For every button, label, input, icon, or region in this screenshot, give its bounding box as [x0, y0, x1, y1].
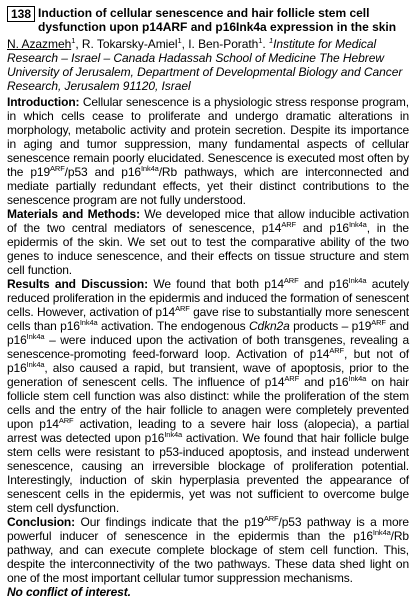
- gene-superscript: ARF: [371, 318, 386, 327]
- section-text: gave rise to substantially more senescent cells than p16: [7, 305, 409, 333]
- conclusion-section: [7, 515, 409, 585]
- section-text: /Rb pathway, and can execute complete blockage of stem cell function. This, despite the interconnectivity of the two pathways. These data shed light on one of the most important cellular tumor suppression mechanisms.: [7, 529, 409, 585]
- gene-name: Cdkn2a: [249, 319, 290, 333]
- section-text: – were induced upon the activation of both transgenes, revealing a senescence-promoting feed-forward loop. Activation of p14: [7, 333, 409, 361]
- affiliation-mark: 1: [269, 36, 274, 45]
- section-text: /p53 and p16: [64, 165, 141, 179]
- section-text: acutely reduced proliferation in the epidermis and induced the formation of senescent cells. However, activation of p14: [7, 277, 409, 319]
- introduction-section: [7, 95, 409, 207]
- section-text: , also caused a rapid, but transient, wave of apoptosis, prior to the generation of senescent cells. The influence of p14: [7, 361, 409, 389]
- section-text: and p16: [299, 375, 349, 389]
- gene-superscript: ARF: [58, 416, 74, 425]
- methods-section: [7, 207, 409, 277]
- abstract-body: [7, 95, 409, 596]
- author-name: I. Ben-Porath: [188, 37, 259, 51]
- section-text: and p16: [298, 277, 349, 291]
- gene-superscript: ARF: [283, 276, 299, 285]
- gene-superscript: ARF: [281, 220, 296, 229]
- section-text: activation. We found that hair follicle bulge stem cells were resistant to p53-induced apoptosis, and instead underwent senescence, causing an irreversible blockage of proliferation potential. Interestingly, induction of skin hyperplasia prevented the appearance of senescent cells in the epidermis, yet was not sufficient to overcome bulge stem cell dysfunction.: [7, 431, 409, 515]
- section-text: and p16: [296, 221, 349, 235]
- abstract-number: 138: [7, 6, 35, 22]
- section-text: , but not of p16: [7, 347, 409, 375]
- gene-superscript: ARF: [175, 304, 190, 313]
- gene-superscript: Ink4a: [348, 374, 367, 383]
- section-text: /p53 pathway is a more powerful inducer of senescence in the epidermis than the p16: [7, 515, 409, 543]
- gene-superscript: Ink4a: [26, 360, 45, 369]
- author-affiliation-mark: 1: [258, 36, 263, 45]
- section-text: We found that both p14: [147, 277, 284, 291]
- author-separator: ,: [181, 37, 189, 51]
- gene-superscript: Ink4a: [79, 318, 98, 327]
- section-label: Conclusion:: [7, 515, 76, 529]
- section-label: Materials and Methods:: [7, 207, 140, 221]
- section-text: Cellular senescence is a physiologic stress response program, in which cells cease to proliferate and undergo dramatic alterations in morphology, metabolic activity and protein secretion. Despite its importance in aging and tumor suppression, many fundamental aspects of cellular senescence remain poorly elucidated. Senescence is executed most often by the p19: [7, 95, 409, 179]
- section-text: , in the epidermis of the skin. We set out to test the comparative ability of the two genes to induce senescence, and their effects on tissue structure and stem cell function.: [7, 221, 409, 277]
- section-label: Results and Discussion:: [7, 277, 148, 291]
- affiliation: Institute for Medical Research – Israel – Canada Hadassah School of Medicine The Hebrew University of Jerusalem, Department of Developmental Biology and Cancer Research, Jerusalem 91120, Israel: [7, 37, 403, 93]
- section-text: on hair follicle stem cell function was also distinct: while the proliferation of the stem cells and the entry of the hair follicle to anagen were completely prevented upon p14: [7, 375, 409, 431]
- author-separator: .: [262, 37, 269, 51]
- section-text: Our findings indicate that the p19: [75, 515, 264, 529]
- gene-superscript: Ink4a: [164, 430, 183, 439]
- author-name: R. Tokarsky-Amiel: [81, 37, 178, 51]
- gene-superscript: ARF: [50, 164, 65, 173]
- conflict-statement: No conflict of interest.: [7, 585, 131, 596]
- section-text: products – p19: [289, 319, 372, 333]
- gene-superscript: Ink4a: [348, 276, 367, 285]
- presenting-author: N. Azazmeh: [7, 37, 72, 51]
- author-separator: ,: [75, 37, 82, 51]
- abstract-title: Induction of cellular senescence and hair follicle stem cell dysfunction upon p14ARF and p16Ink4a expression in the skin: [38, 6, 397, 34]
- abstract-header: [7, 6, 409, 34]
- section-text: We developed mice that allow inducible activation of the two central mediators of senescence, p14: [7, 207, 410, 235]
- gene-superscript: Ink4a: [26, 332, 45, 341]
- section-text: activation. The endogenous: [97, 319, 249, 333]
- section-label: Introduction:: [7, 95, 80, 109]
- gene-superscript: ARF: [284, 374, 300, 383]
- section-text: activation, leading to a severe hair loss (alopecia), a partial arrest was detected upon p16: [7, 417, 409, 445]
- gene-superscript: Ink4a: [372, 528, 391, 537]
- gene-superscript: ARF: [263, 514, 279, 523]
- section-text: and p16: [7, 319, 409, 347]
- author-affiliation-mark: 1: [177, 36, 182, 45]
- gene-superscript: Ink4a: [348, 220, 367, 229]
- author-affiliation-mark: 1: [71, 36, 76, 45]
- section-text: /Rb pathways, which are interconnected and mediate partially redundant effects, yet their distinct contributions to the senescence program are not fully understood.: [7, 165, 409, 207]
- gene-superscript: ARF: [329, 346, 344, 355]
- gene-superscript: Ink4a: [140, 164, 159, 173]
- author-list: [7, 37, 409, 93]
- results-section: [7, 277, 409, 515]
